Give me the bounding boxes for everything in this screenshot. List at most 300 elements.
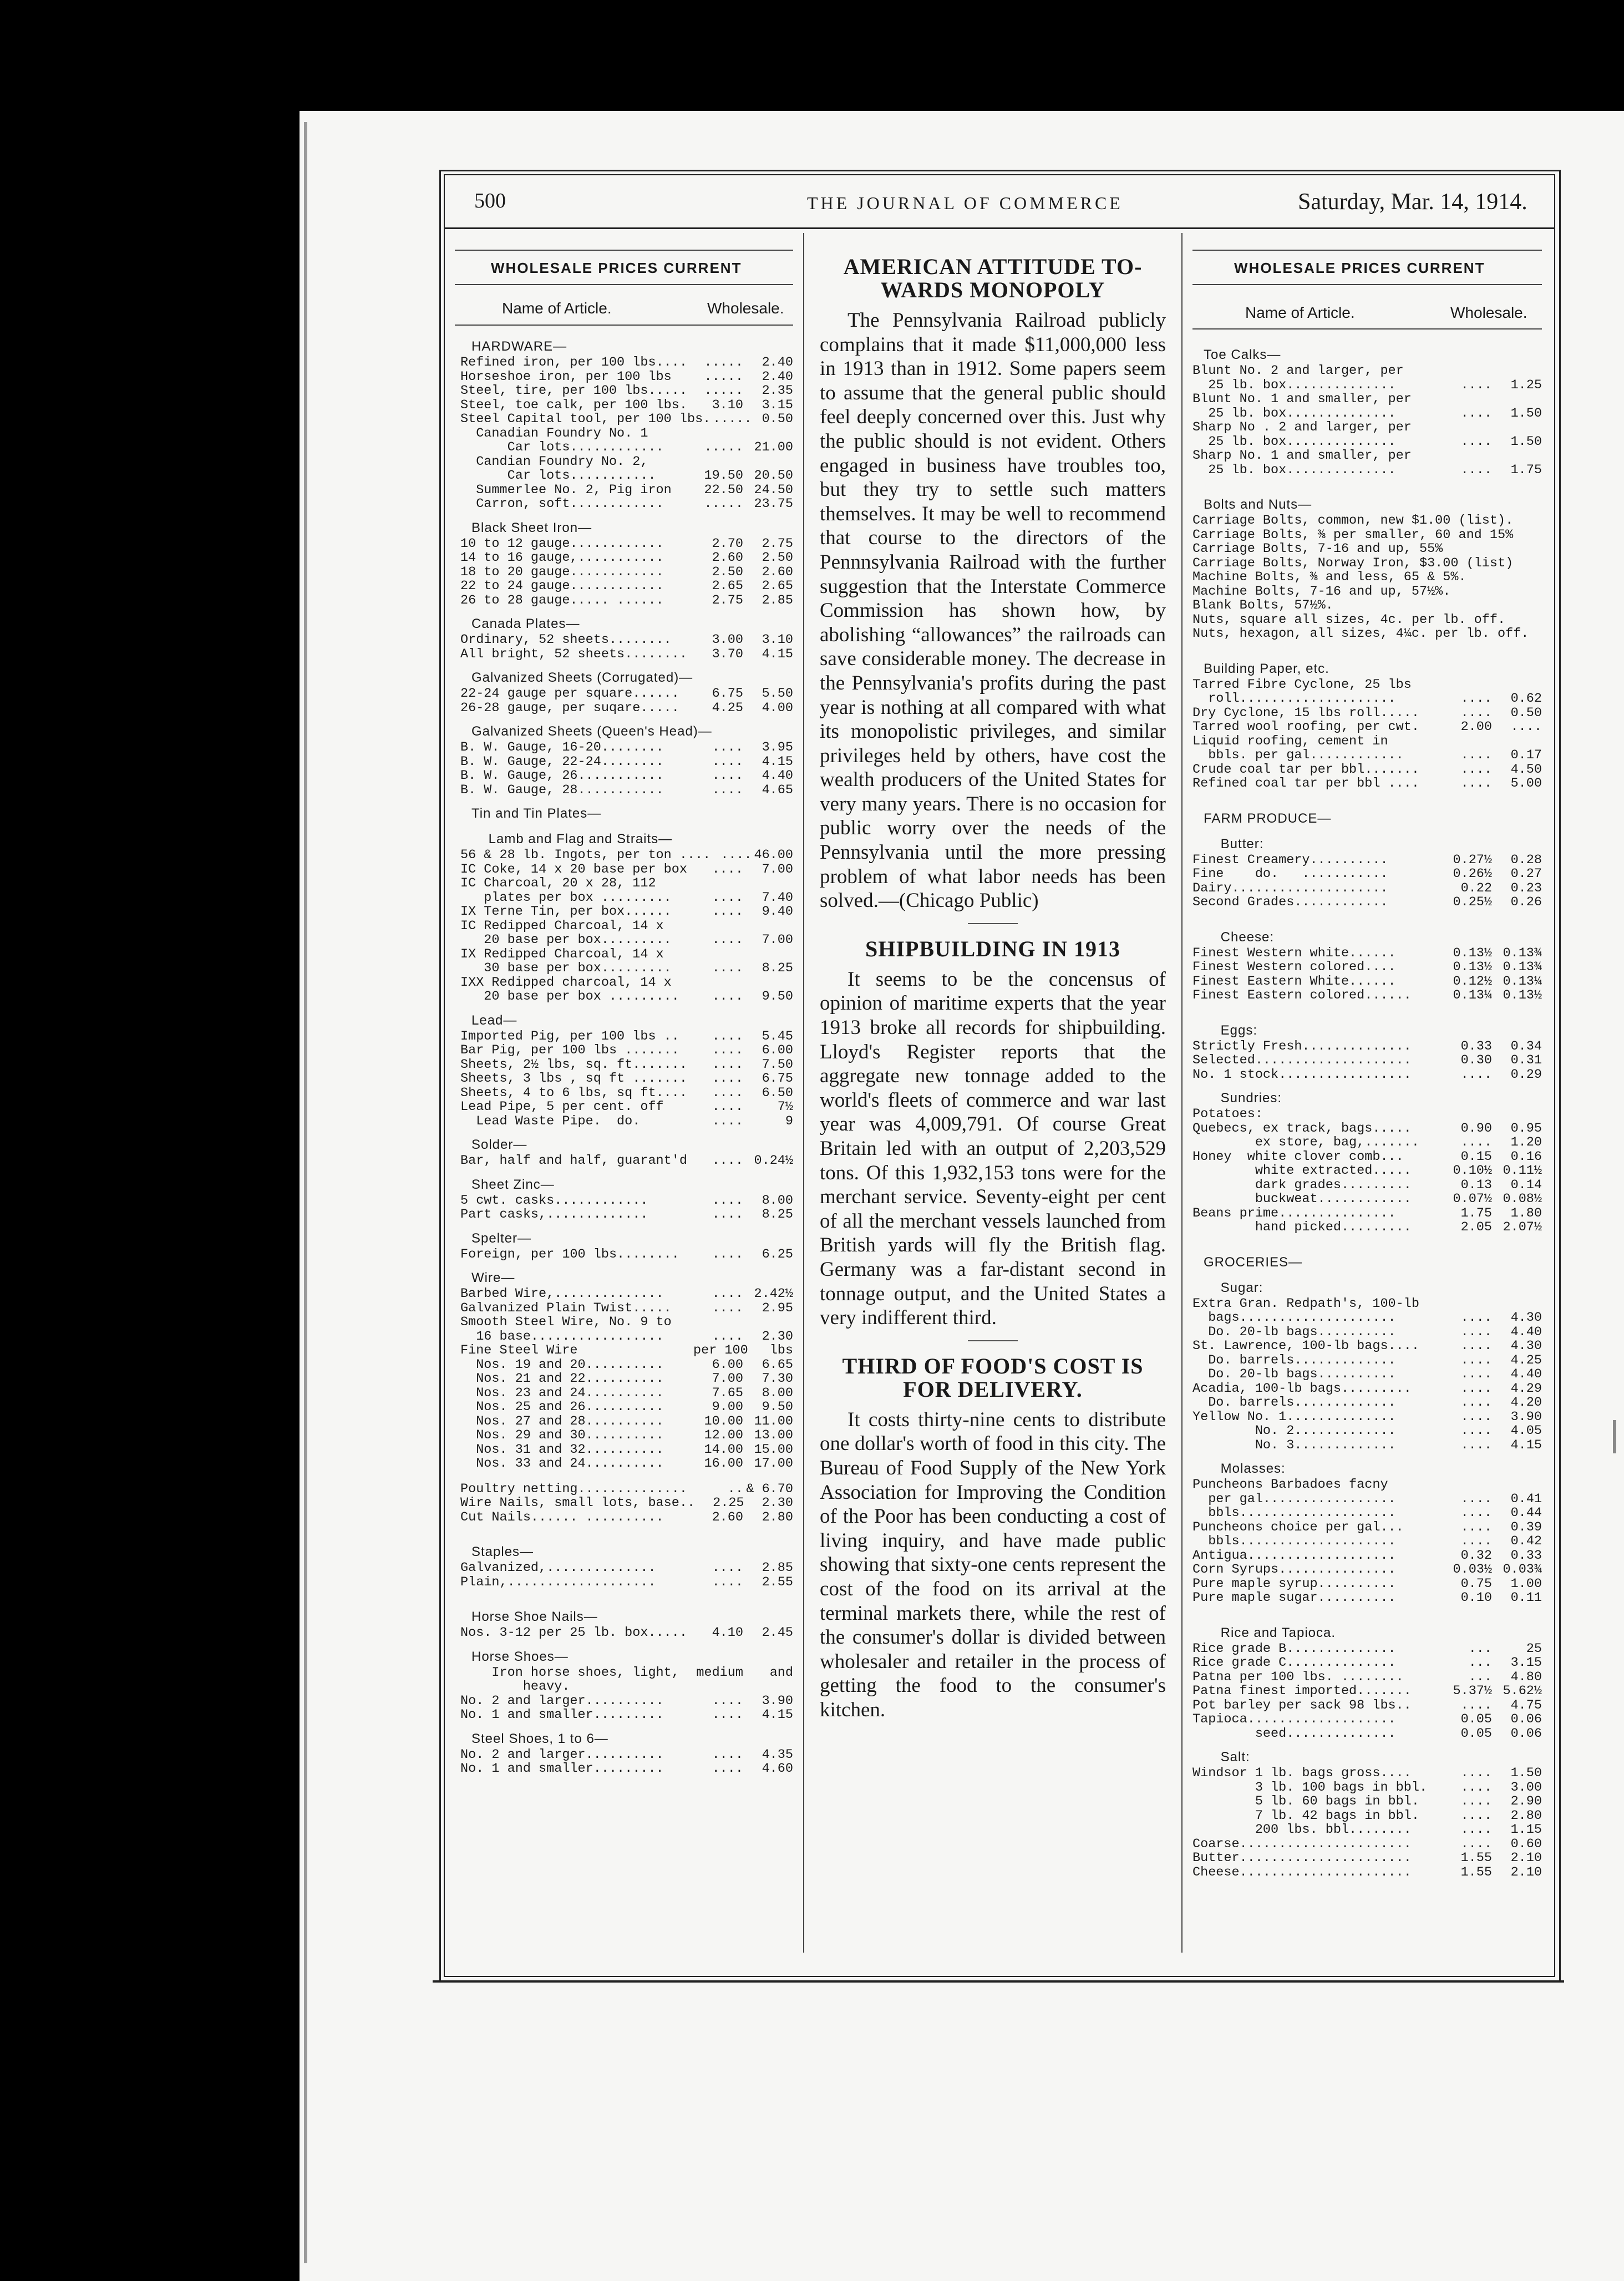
wholesale-high: 2.55 [762,1574,793,1590]
article-name: Liquid roofing, cement in [1192,733,1388,749]
wholesale-high: 23.75 [754,496,793,511]
wholesale-low: ..... [704,496,743,511]
article-name: B. W. Gauge, 28........... [460,782,664,798]
wholesale-low: ..... [713,412,752,427]
wholesale-high [1492,1107,1542,1122]
wholesale-low [1466,570,1504,585]
price-row [1192,1492,1542,1507]
price-row [460,769,793,783]
wholesale-low: 0.32 [1460,1548,1492,1563]
price-row [460,1315,793,1330]
wholesale-high: 11.00 [754,1413,793,1429]
wholesale-high: 2.35 [762,383,793,398]
price-row [1192,1781,1542,1795]
article-name: Crude coal tar per bbl....... [1192,762,1419,777]
wholesale-high: 3.10 [762,632,793,647]
wholesale-low: .... [712,1085,743,1101]
wholesale-high: 25 [1526,1641,1542,1656]
price-row [1192,1107,1542,1122]
price-row [460,919,793,934]
article-name: 22-24 gauge per square...... [460,686,679,701]
article-name: Refined iron, per 100 lbs.... [460,355,687,370]
wholesale-low: .... [712,890,743,905]
column-header-name: Name of Article. [1245,304,1355,321]
wholesale-low: ..... [704,369,743,384]
article-name: Cheese...................... [1192,1864,1412,1880]
price-row [460,755,793,769]
article-name: roll.................... [1192,691,1396,706]
article-name: Machine Bolts, 7-16 and up, 57½%. [1192,584,1451,599]
article-name: per gal................. [1192,1491,1396,1507]
wholesale-high: 2.10 [1510,1864,1542,1880]
article-name: 25 lb. box.............. [1192,405,1396,421]
article-name: Galvanized,.............. [460,1560,656,1575]
article-name: Puncheons Barbadoes facny [1192,1477,1388,1492]
price-row [1192,975,1542,989]
wholesale-low: .... [1460,1534,1492,1549]
price-row [1192,1325,1542,1340]
price-row [460,1400,793,1415]
wholesale-low: per 100 [693,1343,748,1358]
column-header-wholesale: Wholesale. [1450,304,1527,321]
wholesale-low: .... [712,1153,743,1168]
price-row [460,1415,793,1429]
section-label: Toe Calks— [1204,347,1281,362]
price-row [1192,867,1542,881]
wholesale-high: 0.28 [1510,852,1542,868]
wholesale-high: 46.00 [754,848,793,863]
article-name: Barbed Wire,.............. [460,1286,664,1301]
wholesale-high: 4.50 [1510,762,1542,777]
article-name: Blunt No. 2 and larger, per [1192,363,1404,378]
binding-edge [304,122,307,2263]
wholesale-low [1513,556,1527,571]
section-heading [460,1136,793,1154]
wholesale-high: 0.33 [1510,1548,1542,1563]
price-row [1192,1438,1542,1453]
wholesale-low: .... [1460,1780,1492,1795]
section-label: Tin and Tin Plates— [471,806,602,821]
section-label: Sundries: [1204,1091,1282,1106]
price-row [460,1626,793,1640]
price-row [460,1372,793,1386]
price-row [1192,392,1542,407]
price-row [1192,1053,1542,1068]
wholesale-low: .... [1460,1339,1492,1354]
price-row [460,398,793,413]
wholesale-high: 4.15 [762,1707,793,1722]
article-name: Car lots........... [460,468,656,483]
article-name: bbls.................... [1192,1534,1396,1549]
wholesale-low: 19.50 [704,468,743,483]
article-name: B. W. Gauge, 26........... [460,768,664,783]
section-heading [1192,929,1542,946]
section-label: Bolts and Nuts— [1204,497,1312,512]
article-name: Plain,................... [460,1574,656,1590]
price-row [460,1194,793,1208]
wholesale-high: 0.39 [1510,1519,1542,1535]
article-name: Pot barley per sack 98 lbs.. [1192,1697,1412,1713]
article-name: Nos. 21 and 22.......... [460,1371,664,1386]
price-row [1192,1534,1542,1549]
wholesale-low [693,919,743,934]
section-label: Staples— [471,1544,534,1559]
wholesale-high: 0.06 [1510,1712,1542,1727]
wholesale-low: 2.60 [712,550,743,565]
section-heading [460,1230,793,1248]
wholesale-high: 0.44 [1510,1506,1542,1520]
price-row [1192,1178,1542,1193]
price-row [1192,514,1542,528]
article-name: Canadian Foundry No. 1 [460,425,648,441]
price-row [1192,1410,1542,1425]
wholesale-low [1450,585,1496,599]
article-name: heavy. [460,1679,570,1694]
price-row [1192,378,1542,393]
price-row [460,1457,793,1471]
article-name: 200 lbs. bbl........ [1192,1822,1412,1837]
wholesale-low: .... [1460,1519,1492,1535]
wholesale-high [743,455,793,469]
wholesale-low: .... [712,1329,743,1344]
wholesale-high: 7.30 [762,1371,793,1386]
article-name: 25 lb. box.............. [1192,377,1396,393]
wholesale-high: 7.40 [762,890,793,905]
article-name: 56 & 28 lb. Ingots, per ton .... [460,848,711,863]
wholesale-high: 0.29 [1510,1067,1542,1082]
article-body: The Pennsylvania Railroad publicly complains that it made $11,000,000 less in 1913 than in 1912. Some papers seem to assume that the general public should feel deeply concerned over this. Just why the public should is not evident. Others engaged in business have troubles too, but they try to settle such matters themselves. It may be well to recommend that course to the directors of the Pennnsylvania Railroad with the further suggestion that the Interstate Commerce Commission has shown how, by abolishing “allowances” the railroads can save considerable money. The decrease in the Pennsylvania's profits during the past year is nothing at all compared with what its monopolistic privileges, and similar privileges held by others, have cost the wealth producers of the United States for very many years. There is no occasion for public worry over the needs of the Pennsylvania until the more pressing problem of what labor needs has been solved.—(Chicago Public) [820,309,1166,913]
wholesale-high: 2.42½ [754,1286,793,1301]
price-row [460,1301,793,1316]
article-name: IC Redipped Charcoal, 14 x [460,918,664,934]
price-row [460,356,793,370]
wholesale-low [1443,542,1492,556]
section-heading [1192,1748,1542,1766]
price-row [1192,1795,1542,1809]
wholesale-high: 2.90 [1510,1794,1542,1809]
wholesale-high: 4.00 [762,700,793,716]
wholesale-low: ... [1468,1655,1492,1670]
wholesale-high: and [769,1665,793,1680]
wholesale-high [1492,449,1542,463]
wholesale-low: 2.50 [712,564,743,580]
wholesale-high: 0.24½ [754,1153,793,1168]
wholesale-high: 3.90 [762,1693,793,1709]
price-row [1192,706,1542,721]
article-name: Bar, half and half, guarant'd [460,1153,687,1168]
price-row [1192,1424,1542,1438]
article-name: Nos. 23 and 24.......... [460,1385,664,1401]
wholesale-high: 0.23 [1510,880,1542,896]
wholesale-high [1492,1297,1542,1311]
price-row [1192,1311,1542,1325]
price-row [1192,763,1542,777]
price-row [460,1086,793,1101]
price-row [460,1154,793,1168]
wholesale-low: .... [1460,1324,1492,1340]
article-name: Do. 20-lb bags.......... [1192,1367,1396,1382]
article-name: Blunt No. 1 and smaller, per [1192,392,1412,407]
wholesale-low: 3.00 [712,632,743,647]
section-label: Canada Plates— [471,616,580,631]
wholesale-high: 6.25 [762,1246,793,1262]
price-row [460,1043,793,1058]
article-name: Steel, tire, per 100 lbs..... [460,383,687,398]
section-label: HARDWARE— [471,339,567,354]
wholesale-high: 2.30 [762,1496,793,1510]
article-name: 5 lb. 60 bags in bbl. [1192,1794,1419,1809]
wholesale-high: 2.07½ [1503,1220,1542,1235]
section-heading [460,338,793,356]
article-name: No. 1 and smaller......... [460,1761,664,1776]
article-name: 16 base................. [460,1329,664,1344]
wholesale-low: 0.13½ [1453,945,1492,961]
article-name: Pure maple sugar.......... [1192,1590,1396,1605]
price-row [1192,1684,1542,1699]
wholesale-high: 17.00 [754,1456,793,1471]
article-name: Nos. 3-12 per 25 lb. box..... [460,1625,687,1640]
article-name: IX Redipped Charcoal, 14 x [460,946,664,962]
article-name: Sheets, 3 lbs , sq ft ....... [460,1071,687,1086]
section-heading [460,1608,793,1626]
article-name: 25 lb. box.............. [1192,462,1396,478]
article-name: bbls.................... [1192,1506,1396,1520]
price-row [460,687,793,701]
wholesale-low: .. [727,1481,743,1497]
wholesale-high [1535,627,1542,641]
wholesale-high: 0.27 [1510,866,1542,881]
wholesale-high: 8.00 [762,1193,793,1208]
wholesale-high: 0.13¾ [1503,960,1542,975]
wholesale-low: 0.75 [1460,1576,1492,1591]
left-price-column [444,233,799,1964]
article-name: No. 3............. [1192,1437,1396,1453]
row-gap [460,1589,793,1600]
price-row [460,701,793,716]
price-row [460,783,793,798]
price-row [1192,1809,1542,1823]
article-name: Fine do. ........... [1192,866,1388,881]
wholesale-low: .... [712,754,743,769]
price-row [460,384,793,398]
box-rule [455,250,793,251]
article-column [810,233,1176,1964]
article-name: 22 to 24 gauge............ [460,579,664,594]
wholesale-high [1527,528,1542,543]
article-name: white extracted..... [1192,1163,1412,1178]
wholesale-high [1527,556,1542,571]
wholesale-high: 8.00 [762,1385,793,1401]
price-row [1192,1220,1542,1235]
wholesale-low: 0.22 [1460,880,1492,896]
wholesale-high: 1.75 [1510,462,1542,478]
wholesale-low: ..... [704,440,743,455]
section-heading [460,615,793,633]
price-row [1192,1699,1542,1713]
price-row [1192,1727,1542,1741]
wholesale-low: 2.65 [712,579,743,594]
price-row [1192,734,1542,749]
price-row [1192,853,1542,868]
price-row [460,1762,793,1776]
wholesale-low [1442,678,1492,692]
wholesale-low: .... [1460,1395,1492,1410]
article-name: Smooth Steel Wire, No. 9 to [460,1315,672,1330]
wholesale-high: 6.65 [762,1357,793,1372]
wholesale-low: 0.07½ [1453,1192,1492,1207]
wholesale-high [743,947,793,962]
article-name: Carriage Bolts, ⅜ per smaller, 60 and 15% [1192,527,1514,543]
price-row [1192,1354,1542,1368]
price-row [460,933,793,947]
wholesale-low: .... [1460,1491,1492,1507]
price-row [1192,881,1542,896]
wholesale-low: .... [1460,1310,1492,1325]
article-name: Potatoes: [1192,1107,1263,1122]
price-row [1192,528,1542,543]
article-name: Yellow No. 1.............. [1192,1409,1396,1425]
article-name: 5 cwt. casks............ [460,1193,648,1208]
article-name: Nos. 19 and 20.......... [460,1357,664,1372]
price-row [1192,556,1542,571]
section-heading [460,519,793,537]
article-name: Part casks,............. [460,1207,648,1222]
price-row [1192,1150,1542,1164]
article-name: Selected.................... [1192,1053,1412,1068]
article-name: Nos. 31 and 32.......... [460,1442,664,1457]
wholesale-low [693,1315,743,1330]
wholesale-low: .... [1460,1352,1492,1368]
wholesale-low: 2.70 [712,536,743,551]
wholesale-high: 6.00 [762,1043,793,1058]
wholesale-high [743,1680,793,1694]
article-name: Carriage Bolts, common, new $1.00 (list). [1192,513,1514,528]
wholesale-high: 0.08½ [1503,1192,1542,1207]
article-name: Finest Western colored.... [1192,960,1396,975]
article-name: Fine Steel Wire [460,1343,578,1358]
wholesale-low: 1.55 [1460,1851,1492,1866]
section-label: Butter: [1204,836,1264,851]
column-header-wholesale: Wholesale. [707,300,784,317]
wholesale-low: .... [712,1560,743,1575]
section-heading [460,1730,793,1748]
wholesale-low: 0.33 [1460,1038,1492,1054]
wholesale-high: 13.00 [754,1428,793,1443]
section-heading [460,723,793,741]
price-row [1192,1040,1542,1054]
price-row [460,1680,793,1694]
article-name: Nos. 27 and 28.......... [460,1413,664,1429]
price-row [460,848,793,863]
wholesale-low: .... [1460,1437,1492,1453]
wholesale-low: 0.13½ [1453,960,1492,975]
price-row [1192,435,1542,449]
wholesale-high: 2.65 [762,579,793,594]
article-name: Butter...................... [1192,1851,1412,1866]
wholesale-high [1504,570,1542,585]
wholesale-low: medium [696,1665,743,1680]
article-name: Machine Bolts, ⅜ and less, 65 & 5%. [1192,570,1466,585]
right-price-column [1187,233,1553,1964]
wholesale-low: .... [1460,1506,1492,1520]
wholesale-low: .... [712,1574,743,1590]
article-name: No. 2 and larger.......... [460,1747,664,1762]
article-name: Blank Bolts, 57½%. [1192,598,1333,613]
price-row [1192,748,1542,763]
price-row [1192,895,1542,910]
article-name: 3 lb. 100 bags in bbl. [1192,1780,1428,1795]
wholesale-high: .... [1510,719,1542,734]
wholesale-high: 3.95 [762,740,793,755]
wholesale-high: & 6.70 [746,1481,793,1497]
article-name: Puncheons choice per gal... [1192,1519,1404,1535]
wholesale-high: 3.90 [1510,1409,1542,1425]
wholesale-low: 2.25 [713,1496,744,1510]
price-row [1192,420,1542,435]
price-row [460,947,793,962]
journal-title: THE JOURNAL OF COMMERCE [807,193,1123,213]
row-gap [1192,910,1542,921]
article-name: Extra Gran. Redpath's, 100-lb [1192,1296,1419,1311]
article-name: Horseshoe iron, per 100 lbs [460,369,672,384]
row-gap [460,1524,793,1535]
wholesale-high: 9.50 [762,1400,793,1415]
price-row [1192,1823,1542,1837]
page-number: 500 [474,189,506,212]
price-row [1192,720,1542,734]
article-name: 14 to 16 gauge,........... [460,550,664,565]
price-list [460,330,793,1776]
price-row [460,1058,793,1072]
price-row [1192,1549,1542,1563]
wholesale-high: 1.80 [1510,1205,1542,1221]
row-gap [1192,477,1542,488]
article-name: Steel, toe calk, per 100 lbs. [460,397,687,413]
wholesale-low: .... [1460,462,1492,478]
section-heading [460,805,793,823]
article-list [810,255,1176,1722]
wholesale-high: 7½ [777,1099,793,1114]
article-name: Dry Cyclone, 15 lbs roll..... [1192,705,1419,721]
article-name: 25 lb. box.............. [1192,434,1396,449]
wholesale-high: 24.50 [754,482,793,498]
section-heading [1192,1022,1542,1040]
wholesale-low: .... [1460,1381,1492,1396]
wholesale-low: 1.55 [1460,1864,1492,1880]
wholesale-high: 6.50 [762,1085,793,1101]
article-name: Nos. 25 and 26.......... [460,1400,664,1415]
article-name: Car lots............ [460,440,664,455]
wholesale-high: 8.25 [762,1207,793,1222]
article-name: Foreign, per 100 lbs........ [460,1246,679,1262]
price-row [460,1072,793,1086]
wholesale-high [743,876,793,891]
article-name: 26 to 28 gauge..... ...... [460,592,664,608]
wholesale-high: 0.03¾ [1503,1562,1542,1577]
wholesale-low: .... [1460,1836,1492,1852]
article-name: Strictly Fresh.............. [1192,1038,1412,1054]
wholesale-low: 1.75 [1460,1205,1492,1221]
article-name: No. 2............. [1192,1423,1396,1438]
article-name: Carriage Bolts, 7-16 and up, 55% [1192,541,1443,556]
wholesale-low: 5.37½ [1453,1684,1492,1699]
article-name: Nuts, hexagon, all sizes, 4¼c. per lb. off. [1192,626,1529,641]
wholesale-low: 0.03½ [1453,1562,1492,1577]
wholesale-high: 2.40 [762,355,793,370]
article-name: IX Terne Tin, per box...... [460,904,672,919]
wholesale-high [1527,514,1542,528]
price-row [1192,1506,1542,1520]
